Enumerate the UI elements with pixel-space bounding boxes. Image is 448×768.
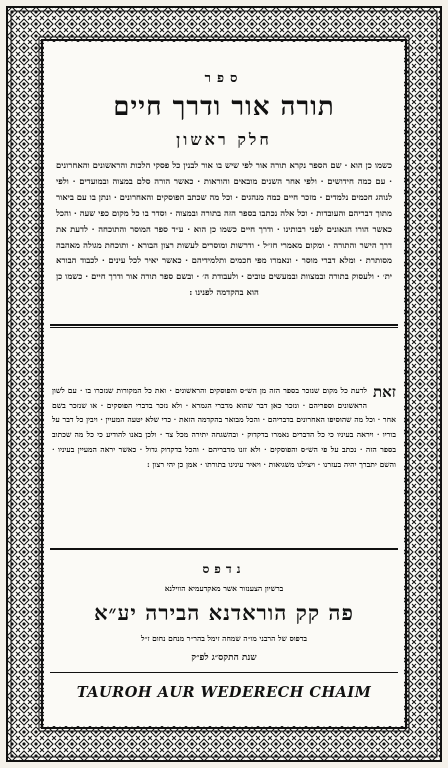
divider bbox=[50, 548, 398, 550]
part-label: חלק ראשון bbox=[176, 130, 272, 149]
latin-title: TAUROH AUR WEDERECH CHAIM bbox=[76, 684, 372, 701]
divider bbox=[50, 324, 398, 326]
print-year: שנת התקס״ג לפ״ק bbox=[191, 653, 257, 663]
introduction-text: לדעת כל מקום שנזכר בספר הזה מן הש״ס והפוסקים והראשונים · ואת כל המקורות שנזכרו בו · עם לשון הראשונים וספריהם · ונזכר כאן דבר שהוא מדברי הגמרא · ולא נזכר בדברי הפוסקים · או שנזכר בשם אחר · וכל מה שהוסיפו האחרונים בדבריהם · והכל מבואר בהקדמה הזאת · כדי שלא יטעה המעיין · ויבין כל דבר על בוריו · ויראה בעיניו כי כל הדברים נאמרו בדקדוק · ובהשגחה יתירה מכל צד · ולכן באנו להודיע כי כל מה שכתוב בספר הזה · נכתב על פי הש״ס והפוסקים · ולא זזנו מדבריהם · והכל בדקדוק גדול · כאשר יראה המעיין בעיניו · והשם יתברך יהיה בעזרנו · ויצילנו משגיאות · ויאיר עינינו בתורתו · אמן כן יהי רצון : bbox=[52, 386, 396, 469]
divider bbox=[50, 327, 398, 328]
print-city: פה קק הוראדנא הבירה יע״א bbox=[94, 600, 354, 625]
title-page-content bbox=[50, 48, 398, 720]
censor-permit-line: ברשיון הצענזור אשר מאקדעמיא הווילנא bbox=[164, 584, 284, 593]
title-page bbox=[6, 6, 442, 762]
introduction-paragraph bbox=[52, 384, 396, 472]
intro-opener-word: זאת bbox=[373, 383, 396, 401]
sefer-label: ספר bbox=[204, 71, 244, 86]
divider bbox=[50, 672, 398, 673]
book-title: תורה אור ודרך חיים bbox=[113, 92, 335, 122]
printer-line: בדפוס של הרבני מו״ה שמחה זימל בהר״ר מנחם נחום ז״ל bbox=[141, 634, 307, 643]
printed-label: נדפס bbox=[202, 562, 246, 576]
book-description: כשמו כן הוא · שם הספר נקרא תורה אור לפי שיש בו אור לבנין כל פסקי הלכות והראשונים והאחרונים · עם כמה חידושים · ולפי אחר השנים מובאים והוראות · כאשר הורה סלם במצוה ובמועדים · ולפי לנוהג חכמים נלמדים · מזכר חיים כמה מנהגים · וכל מה שכתב הפוסקים והאחרונים · ונתן בו עם ביאור מתוך דבריהם והעובדות · וכל אלה נכתבו בספר הזה בתורה ובמצוה · וסדר בו כל מקום כפי שעה · והכל כאשר הורו הגאונים לפני רבותינו · ודרך חיים כשמו כן הוא · ע״ד ספר המוסר והתוכחה · לדעת את דרך הישר והתורה · ומקום מאמרי חז״ל · ודרשות ומוסרים לעשות רצון הבורא · ותוכחת מגולה מאהבה מסותרת · ומלא דברי מוסר · ונאמרו מפי חכמים ותלמידיהם · כאשר יאיר לכל עינים · לכבוד הבורא ית׳ · ולעסוק בתורה ובמצוות ובמעשים טובים · ולעבודת ה׳ · ובשם ספר תורה אור ודרך חיים · כשמו כן הוא בהקדמה לפנינו : bbox=[56, 160, 392, 298]
